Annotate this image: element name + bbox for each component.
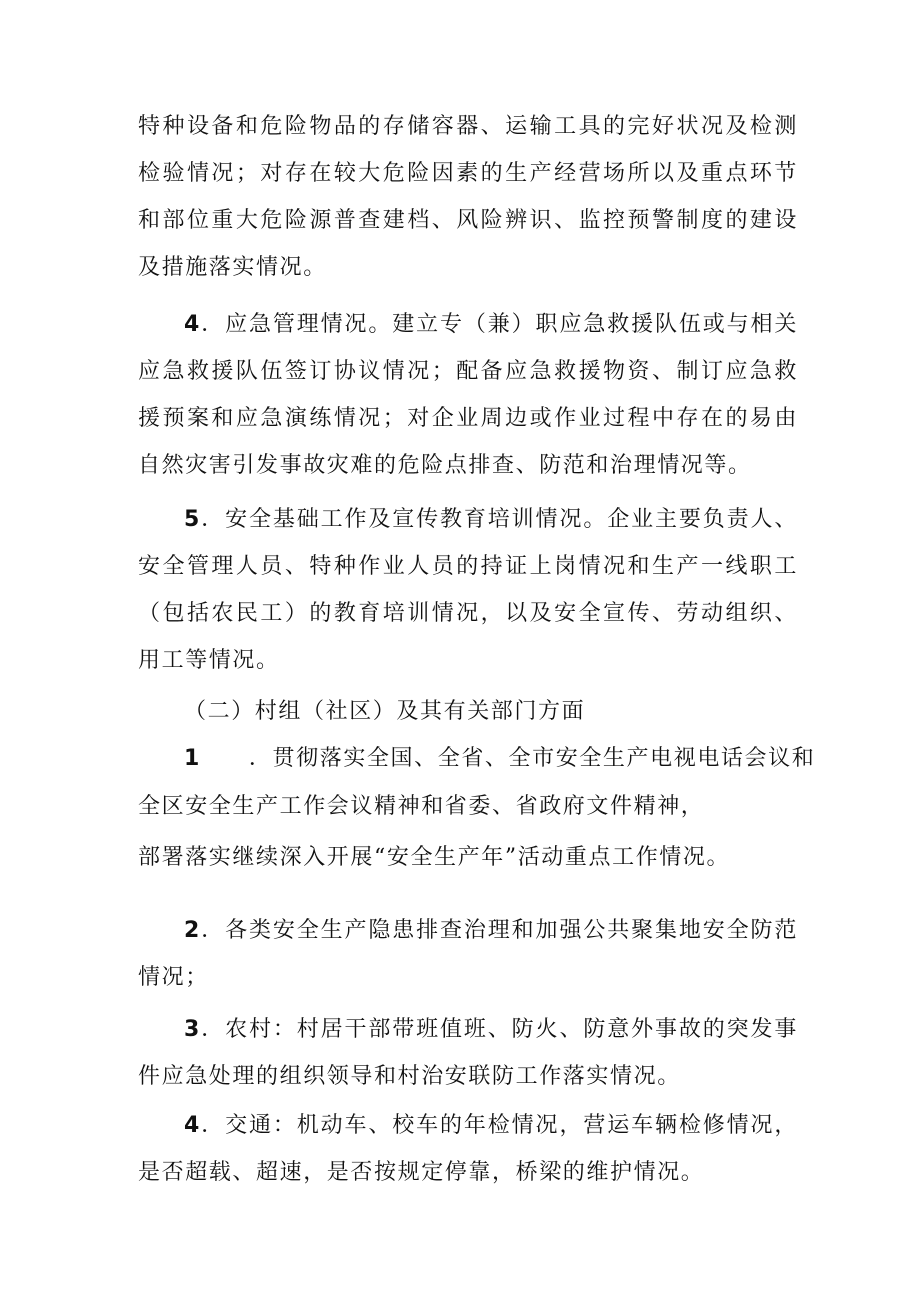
paragraph-traffic	[138, 1102, 798, 1196]
paragraph-rural	[138, 1006, 798, 1100]
item-number: 2	[184, 918, 201, 943]
item-number: 1	[184, 746, 201, 771]
paragraph-implementation-line3: 部署落实继续深入开展“安全生产年”活动重点工作情况。	[138, 845, 731, 870]
paragraph-text: ．应急管理情况。建立专（兼）职应急救援队伍或与相关应急救援队伍签订协议情况；配备应急救援物资、制订应急救援预案和应急演练情况；对企业周边或作业过程中存在的易由自然灾害引发事故灾难的危险点排查、防范和治理情况等。	[138, 312, 798, 478]
section-heading: （二）村组（社区）及其有关部门方面	[184, 699, 586, 724]
paragraph-safety-training	[138, 496, 798, 684]
paragraph-text: ．交通：机动车、校车的年检情况，营运车辆检修情况，是否超载、超速，是否按规定停靠，桥梁的维护情况。	[138, 1113, 798, 1185]
paragraph-implementation-line2: 全区安全生产工作会议精神和省委、省政府文件精神，	[138, 794, 705, 819]
paragraph-emergency-management	[138, 301, 798, 489]
paragraph-text: ．安全基础工作及宣传教育培训情况。企业主要负责人、安全管理人员、特种作业人员的持证上岗情况和生产一线职工（包括农民工）的教育培训情况，以及安全宣传、劳动组织、用工等情况。	[138, 507, 798, 673]
paragraph-text: ．各类安全生产隐患排查治理和加强公共聚集地安全防范情况；	[138, 918, 798, 990]
paragraph-text: ．贯彻落实全国、全省、全市安全生产电视电话会议和	[248, 746, 816, 771]
item-number: 4	[184, 312, 201, 337]
paragraph-special-equipment: 特种设备和危险物品的存储容器、运输工具的完好状况及检测检验情况；对存在较大危险因素的生产经营场所以及重点环节和部位重大危险源普查建档、风险辨识、监控预警制度的建设及措施落实情况。	[138, 114, 798, 280]
paragraph-text: ．农村：村居干部带班值班、防火、防意外事故的突发事件应急处理的组织领导和村治安联防工作落实情况。	[138, 1017, 798, 1089]
item-number: 5	[184, 507, 201, 532]
item-number: 4	[184, 1113, 201, 1138]
paragraph-hazard-inspection	[138, 907, 798, 1001]
paragraph-implementation-line1	[184, 735, 815, 782]
item-number: 3	[184, 1017, 201, 1042]
